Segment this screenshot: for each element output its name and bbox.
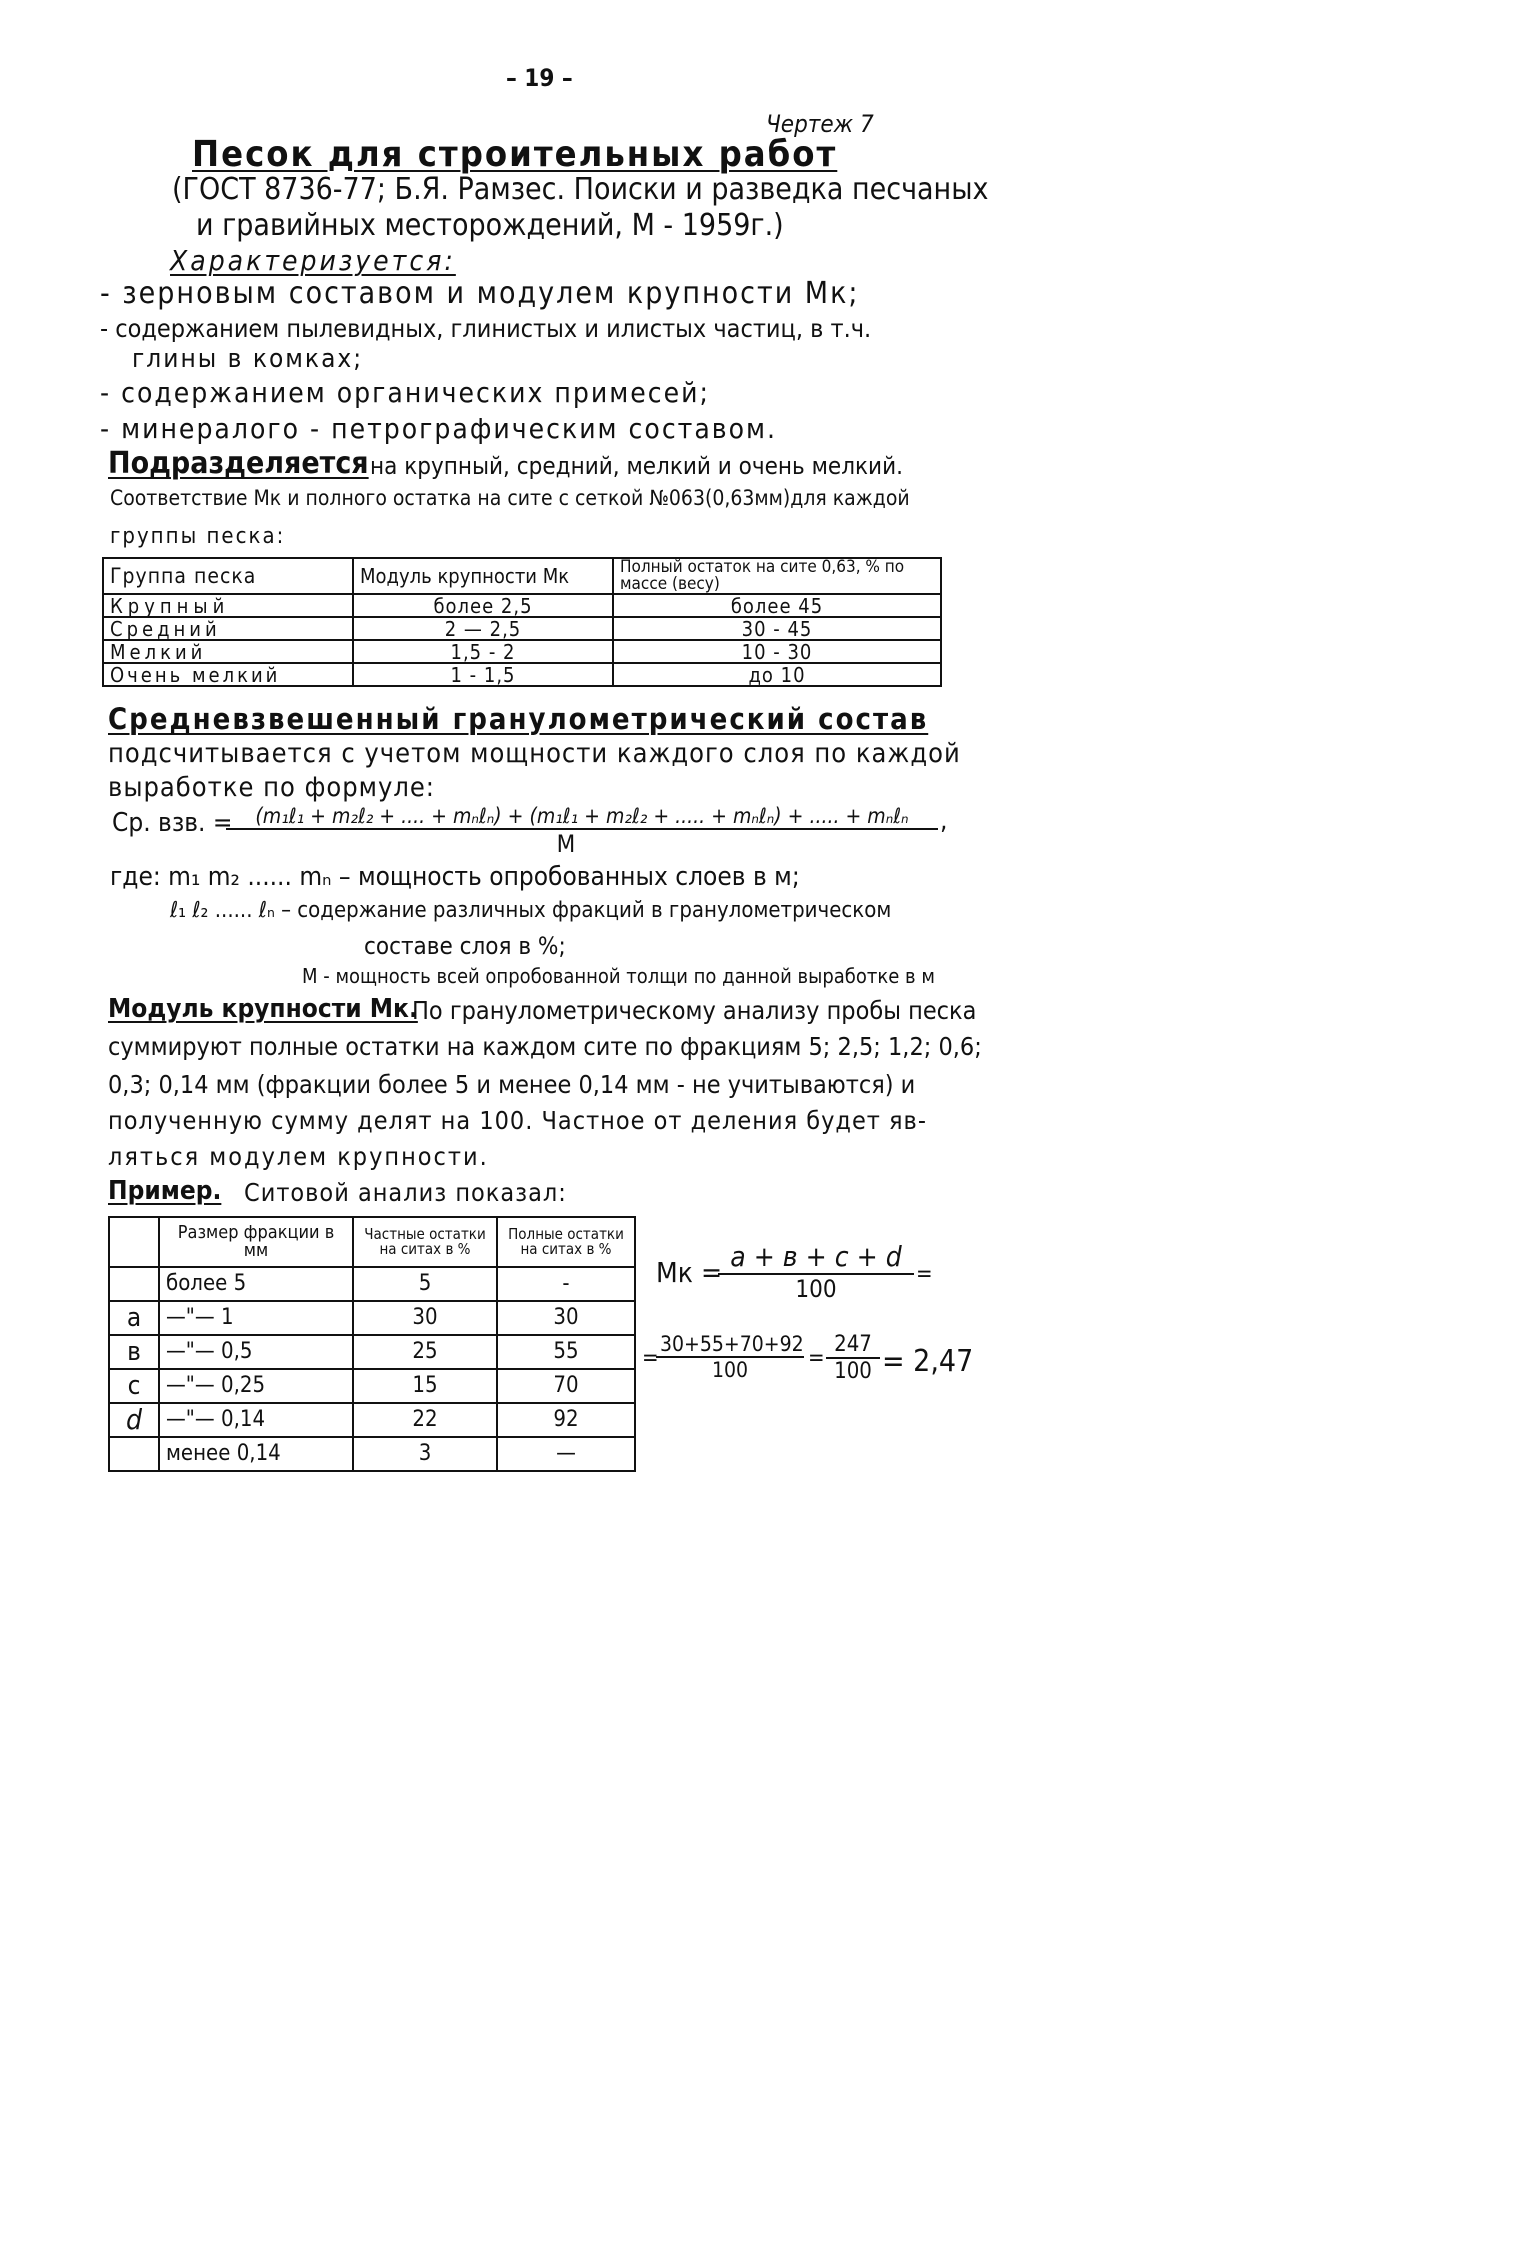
table-row bbox=[109, 1301, 635, 1335]
table-cell bbox=[109, 1267, 159, 1301]
mk-calc-eq: = bbox=[642, 1346, 659, 1371]
table-cell: d bbox=[109, 1403, 159, 1437]
table-cell: 1 - 1,5 bbox=[353, 663, 613, 686]
characterized-heading: Характеризуется: bbox=[170, 244, 456, 277]
column-header-text: Полный остаток на сите 0,63, % по массе (весу) bbox=[620, 557, 905, 594]
mk-sum-fraction bbox=[826, 1332, 880, 1384]
column-header: Группа песка bbox=[103, 558, 353, 594]
table-cell: 25 bbox=[353, 1335, 497, 1369]
mk-sum-numerator: 247 bbox=[826, 1332, 880, 1359]
mk-sum-denominator: 100 bbox=[834, 1359, 872, 1384]
subdivided-label: Подразделяется bbox=[108, 446, 369, 481]
table-cell: 55 bbox=[497, 1335, 635, 1369]
table-cell: a bbox=[109, 1301, 159, 1335]
column-header bbox=[613, 558, 941, 594]
table-row bbox=[103, 640, 941, 663]
table-cell: 15 bbox=[353, 1369, 497, 1403]
characteristic-item: - зерновым составом и модулем крупности Мк; bbox=[100, 276, 860, 311]
table-cell: - bbox=[497, 1267, 635, 1301]
table-row bbox=[109, 1369, 635, 1403]
mk-formula-eq: = bbox=[916, 1262, 933, 1287]
modulus-label: Модуль крупности Мк. bbox=[108, 994, 418, 1024]
table-cell: в bbox=[109, 1335, 159, 1369]
table-cell: более 45 bbox=[613, 594, 941, 617]
modulus-line-5: ляться модулем крупности. bbox=[108, 1142, 489, 1171]
correspondence-line-2: группы песка: bbox=[110, 524, 286, 549]
column-header bbox=[159, 1217, 353, 1267]
table-cell: 30 bbox=[353, 1301, 497, 1335]
table-cell: Мелкий bbox=[103, 640, 353, 663]
sand-groups-table bbox=[102, 557, 942, 687]
table-header-row bbox=[103, 558, 941, 594]
table-cell: 10 - 30 bbox=[613, 640, 941, 663]
table-cell: Средний bbox=[103, 617, 353, 640]
table-cell: Очень мелкий bbox=[103, 663, 353, 686]
table-cell: —"— 0,25 bbox=[159, 1369, 353, 1403]
example-text: Ситовой анализ показал: bbox=[244, 1178, 567, 1207]
table-cell: 5 bbox=[353, 1267, 497, 1301]
table-cell: до 10 bbox=[613, 663, 941, 686]
mk-result: = 2,47 bbox=[882, 1344, 974, 1379]
table-cell: 3 bbox=[353, 1437, 497, 1471]
mk-formula-denominator: 100 bbox=[795, 1275, 837, 1303]
characteristic-item: - минералого - петрографическим составом. bbox=[100, 412, 778, 445]
weighted-line-1: подсчитывается с учетом мощности каждого слоя по каждой bbox=[108, 738, 961, 769]
column-header bbox=[109, 1217, 159, 1267]
subdivided-text: на крупный, средний, мелкий и очень мелкий. bbox=[370, 452, 903, 480]
weighted-formula bbox=[226, 804, 938, 858]
table-row bbox=[109, 1267, 635, 1301]
table-cell: более 2,5 bbox=[353, 594, 613, 617]
modulus-line-1: По гранулометрическому анализу пробы песка bbox=[412, 996, 977, 1025]
characteristic-item: - содержанием пылевидных, глинистых и илистых частиц, в т.ч. bbox=[100, 314, 872, 343]
source-line-1: (ГОСТ 8736-77; Б.Я. Рамзес. Поиски и разведка песчаных bbox=[172, 172, 989, 207]
where-M: М - мощность всей опробованной толщи по данной выработке в м bbox=[302, 964, 935, 988]
table-row bbox=[109, 1335, 635, 1369]
characteristic-item: - содержанием органических примесей; bbox=[100, 376, 710, 409]
mk-calc-eq-2: = bbox=[808, 1346, 825, 1371]
mk-formula-numerator: a + в + c + d bbox=[718, 1240, 914, 1275]
table-cell: 70 bbox=[497, 1369, 635, 1403]
mk-calc-numerator: 30+55+70+92 bbox=[656, 1332, 804, 1358]
table-row bbox=[103, 617, 941, 640]
mk-calc-denominator: 100 bbox=[711, 1358, 749, 1382]
table-cell: 30 bbox=[497, 1301, 635, 1335]
table-cell bbox=[109, 1437, 159, 1471]
table-cell: менее 0,14 bbox=[159, 1437, 353, 1471]
column-header-text: Размер фракции в мм bbox=[177, 1222, 335, 1261]
table-cell: 92 bbox=[497, 1403, 635, 1437]
where-l: ℓ₁ ℓ₂ ...... ℓₙ – содержание различных фракций в гранулометрическом bbox=[170, 898, 892, 923]
drawing-label: Чертеж 7 bbox=[766, 110, 874, 138]
weighted-heading: Средневзвешенный гранулометрический состав bbox=[108, 702, 929, 736]
sieve-analysis-table bbox=[108, 1216, 636, 1472]
table-row bbox=[103, 594, 941, 617]
table-cell: c bbox=[109, 1369, 159, 1403]
source-line-2: и гравийных месторождений, М - 1959г.) bbox=[196, 208, 784, 243]
characteristic-item: глины в комках; bbox=[132, 344, 364, 374]
correspondence-line-1: Соответствие Мк и полного остатка на сите с сеткой №063(0,63мм)для каждой bbox=[110, 486, 910, 510]
modulus-line-3: 0,3; 0,14 мм (фракции более 5 и менее 0,14 мм - не учитываются) и bbox=[108, 1070, 916, 1099]
weighted-line-2: выработке по формуле: bbox=[108, 772, 435, 803]
table-cell: 30 - 45 bbox=[613, 617, 941, 640]
table-cell: Крупный bbox=[103, 594, 353, 617]
modulus-line-4: полученную сумму делят на 100. Частное от деления будет яв- bbox=[108, 1106, 927, 1135]
column-header: Модуль крупности Мк bbox=[353, 558, 613, 594]
page-title: Песок для строительных работ bbox=[192, 134, 838, 175]
table-cell: —"— 0,5 bbox=[159, 1335, 353, 1369]
formula-numerator: (m₁ℓ₁ + m₂ℓ₂ + .... + mₙℓₙ) + (m₁ℓ₁ + m₂ℓ₂ + ..... + mₙℓₙ) + ..... + mₙℓₙ bbox=[226, 804, 938, 830]
formula-lhs: Ср. взв. = bbox=[112, 808, 233, 838]
table-cell: 22 bbox=[353, 1403, 497, 1437]
column-header-text: Полные остатки на ситах в % bbox=[508, 1225, 624, 1258]
formula-denominator: М bbox=[556, 830, 576, 858]
column-header bbox=[353, 1217, 497, 1267]
table-cell: —"— 0,14 bbox=[159, 1403, 353, 1437]
table-cell: 1,5 - 2 bbox=[353, 640, 613, 663]
modulus-line-2: суммируют полные остатки на каждом сите по фракциям 5; 2,5; 1,2; 0,6; bbox=[108, 1032, 982, 1061]
table-row bbox=[109, 1403, 635, 1437]
table-row bbox=[103, 663, 941, 686]
table-cell: —"— 1 bbox=[159, 1301, 353, 1335]
column-header bbox=[497, 1217, 635, 1267]
mk-calc-fraction bbox=[656, 1332, 804, 1382]
mk-formula-fraction bbox=[718, 1240, 914, 1303]
page-number: – 19 – bbox=[506, 64, 573, 92]
column-header-text: Частные остатки на ситах в % bbox=[364, 1225, 486, 1258]
mk-formula-lhs: Мк = bbox=[656, 1256, 723, 1289]
table-cell: более 5 bbox=[159, 1267, 353, 1301]
table-cell: — bbox=[497, 1437, 635, 1471]
formula-comma: , bbox=[940, 806, 948, 836]
example-label: Пример. bbox=[108, 1176, 222, 1206]
table-row bbox=[109, 1437, 635, 1471]
where-l-2: составе слоя в %; bbox=[364, 932, 566, 960]
where-m: где: m₁ m₂ ...... mₙ – мощность опробованных слоев в м; bbox=[110, 862, 800, 892]
table-header-row bbox=[109, 1217, 635, 1267]
table-cell: 2 — 2,5 bbox=[353, 617, 613, 640]
